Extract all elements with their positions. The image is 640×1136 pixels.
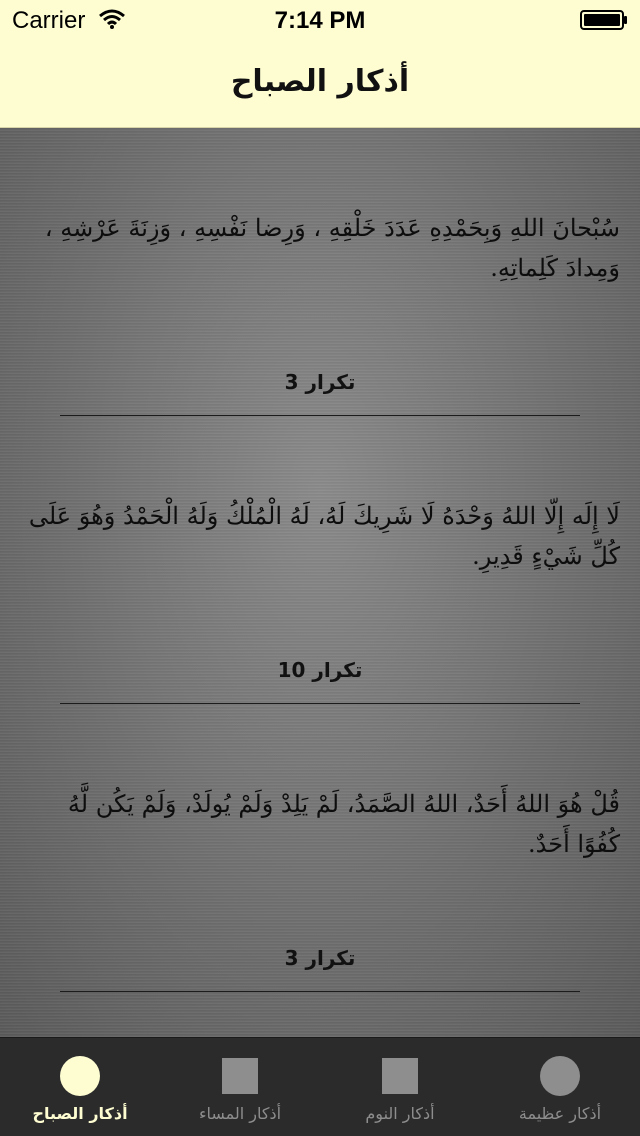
square-icon xyxy=(380,1056,420,1096)
zikr-text: قُلْ هُوَ اللهُ أَحَدٌ، اللهُ الصَّمَدُ، لَمْ يَلِدْ وَلَمْ يُولَدْ، وَلَمْ يَكُن لَّهُ كُفُوًا أَحَدٌ. xyxy=(67,790,620,858)
square-icon xyxy=(220,1056,260,1096)
zikr-text: لَا إِلَه إِلّا اللهُ وَحْدَهُ لَا شَرِيكَ لَهُ، لَهُ الْمُلْكُ وَلَهُ الْحَمْدُ وَهُوَ عَلَى كُلِّ شَيْءٍ قَدِيرِ. xyxy=(28,502,620,570)
repeat-count: تكرار 3 xyxy=(284,946,356,970)
navigation-bar xyxy=(0,40,640,128)
divider xyxy=(60,703,580,704)
tab-label: أذكار عظيمة xyxy=(518,1104,602,1123)
tab-great-adhkar[interactable] xyxy=(480,1038,640,1136)
tab-label: أذكار المساء xyxy=(198,1104,282,1123)
battery-icon xyxy=(580,10,628,30)
tab-sleep-adhkar[interactable] xyxy=(320,1038,480,1136)
circle-icon xyxy=(540,1056,580,1096)
tab-label: أذكار الصباح xyxy=(32,1104,128,1123)
adhkar-list[interactable] xyxy=(0,128,640,1037)
repeat-count: تكرار 3 xyxy=(284,370,356,394)
repeat-count: تكرار 10 xyxy=(277,658,363,682)
zikr-text: سُبْحانَ اللهِ وَبِحَمْدِهِ عَدَدَ خَلْقِهِ ، وَرِضا نَفْسِهِ ، وَزِنَةَ عَرْشِهِ ، وَمِدادَ كَلِماتِهِ. xyxy=(44,214,620,282)
page-title: أذكار الصباح xyxy=(230,64,410,99)
tab-morning-adhkar[interactable] xyxy=(0,1038,160,1136)
tab-evening-adhkar[interactable] xyxy=(160,1038,320,1136)
circle-icon xyxy=(60,1056,100,1096)
divider xyxy=(60,991,580,992)
carrier-label: Carrier xyxy=(12,7,86,34)
status-time: 7:14 PM xyxy=(274,7,366,34)
tab-bar xyxy=(0,1037,640,1136)
divider xyxy=(60,415,580,416)
tab-label: أذكار النوم xyxy=(365,1104,435,1123)
status-bar xyxy=(0,0,640,40)
